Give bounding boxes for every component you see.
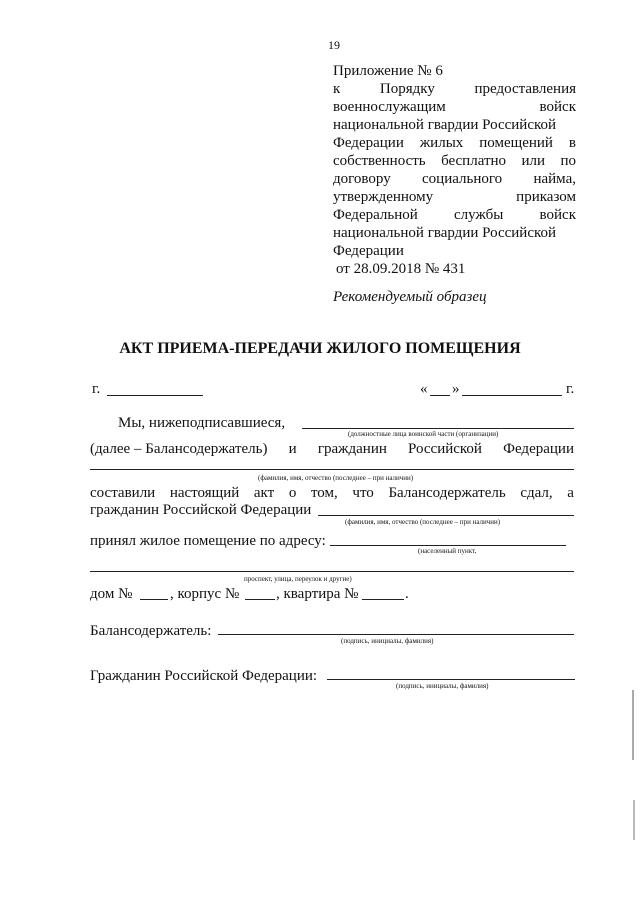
fio-caption-1: (фамилия, имя, отчество (последнее – при наличии) [258, 474, 414, 482]
row-word: акт [253, 485, 275, 501]
appendix-line [333, 116, 576, 134]
appendix-word: найма, [533, 171, 576, 187]
appendix-word: службы [454, 207, 504, 223]
appendix-line [333, 80, 576, 98]
appendix-word: социального [422, 171, 503, 187]
holder-signature-caption: (подпись, инициалы, фамилия) [341, 637, 434, 645]
appendix-word: Порядку [379, 81, 435, 97]
appendix-word: войск [539, 99, 576, 115]
appendix-word: войск [539, 207, 576, 223]
date-quote-open: « [420, 381, 428, 397]
city-prefix: г. [92, 381, 101, 397]
scan-edge-mark [632, 690, 634, 760]
row-word: (далее – Балансодержатель) [90, 441, 268, 457]
document-title: АКТ ПРИЕМА-ПЕРЕДАЧИ ЖИЛОГО ПОМЕЩЕНИЯ [119, 340, 521, 357]
street-caption: проспект, улица, переулок и другие) [244, 575, 352, 583]
date-day-line[interactable] [430, 395, 450, 396]
appendix-word: Приложение № 6 [333, 63, 443, 79]
appendix-word: утвержденному [333, 189, 434, 205]
appendix-word: предоставления [474, 81, 576, 97]
we-text: Мы, нижеподписавшиеся, [118, 415, 286, 431]
end-dot: . [405, 586, 409, 602]
appendix-line [333, 206, 576, 224]
officials-caption: (должностные лица воинской части (организации) [348, 430, 499, 438]
apartment-label: , квартира № [276, 586, 359, 602]
recommended-sample: Рекомендуемый образец [333, 289, 487, 305]
row-word: что [352, 485, 374, 501]
appendix-word: Федерации [333, 135, 404, 151]
city-line[interactable] [107, 395, 203, 396]
appendix-line [333, 224, 576, 242]
row-word: сдал, [520, 485, 553, 501]
row-word: Российской [408, 441, 482, 457]
fio-line-2[interactable] [318, 515, 574, 516]
holder-signature-line[interactable] [218, 634, 574, 635]
holder-label: Балансодержатель: [90, 623, 212, 639]
row-word: Федерации [503, 441, 574, 457]
row-word: и [288, 441, 297, 457]
appendix-line [333, 62, 576, 80]
appendix-line [333, 134, 576, 152]
appendix-word: помещений [479, 135, 553, 151]
row-word: Балансодержатель [388, 485, 506, 501]
fio-caption-2: (фамилия, имя, отчество (последнее – при наличии) [345, 518, 501, 526]
appendix-block [333, 62, 576, 278]
citizen-text: гражданин Российской Федерации [90, 502, 312, 518]
house-line[interactable] [140, 599, 168, 600]
appendix-line [333, 152, 576, 170]
row-word: том, [310, 485, 338, 501]
appendix-word: национальной гвардии Российской [333, 117, 557, 133]
holder-row [90, 440, 574, 458]
date-quote-close: » [452, 381, 460, 397]
appendix-word: в [568, 135, 576, 151]
citizen-signature-line[interactable] [327, 679, 575, 680]
appendix-line [333, 98, 576, 116]
appendix-word: собственность [333, 153, 426, 169]
row-word: а [567, 485, 574, 501]
appendix-word: национальной гвардии Российской [333, 225, 557, 241]
corpus-label: , корпус № [170, 586, 240, 602]
appendix-word: или [521, 153, 546, 169]
citizen-signature-caption: (подпись, инициалы, фамилия) [396, 682, 489, 690]
appendix-word: военнослужащим [333, 99, 446, 115]
appendix-line [333, 242, 576, 260]
scan-edge-mark [633, 800, 635, 840]
page-number: 19 [328, 38, 340, 52]
row-word: настоящий [169, 485, 240, 501]
citizen-label: Гражданин Российской Федерации: [90, 668, 318, 684]
date-month-year-line[interactable] [462, 395, 562, 396]
appendix-line [333, 260, 576, 278]
fio-line-1[interactable] [90, 469, 574, 470]
street-line[interactable] [90, 571, 574, 572]
appendix-line [333, 170, 576, 188]
row-word: о [288, 485, 297, 501]
appendix-word: Федерации [333, 243, 404, 259]
compiled-row [90, 484, 574, 502]
corpus-line[interactable] [245, 599, 275, 600]
appendix-word: от 28.09.2018 № 431 [336, 261, 466, 277]
row-word: составили [90, 485, 156, 501]
appendix-word: по [560, 153, 576, 169]
settlement-caption: (населенный пункт, [418, 547, 477, 555]
house-label: дом № [90, 586, 133, 602]
appendix-word: приказом [516, 189, 576, 205]
row-word: гражданин [317, 441, 387, 457]
year-suffix: г. [566, 381, 575, 397]
appendix-lines [333, 62, 576, 278]
appendix-word: договору [333, 171, 391, 187]
appendix-line [333, 188, 576, 206]
settlement-line[interactable] [330, 545, 566, 546]
appendix-word: к [333, 81, 341, 97]
appendix-word: Федеральной [333, 207, 418, 223]
officials-line[interactable] [302, 428, 574, 429]
appendix-word: жилых [419, 135, 464, 151]
appendix-word: бесплатно [441, 153, 507, 169]
apartment-line[interactable] [362, 599, 404, 600]
accepted-text: принял жилое помещение по адресу: [90, 533, 326, 549]
